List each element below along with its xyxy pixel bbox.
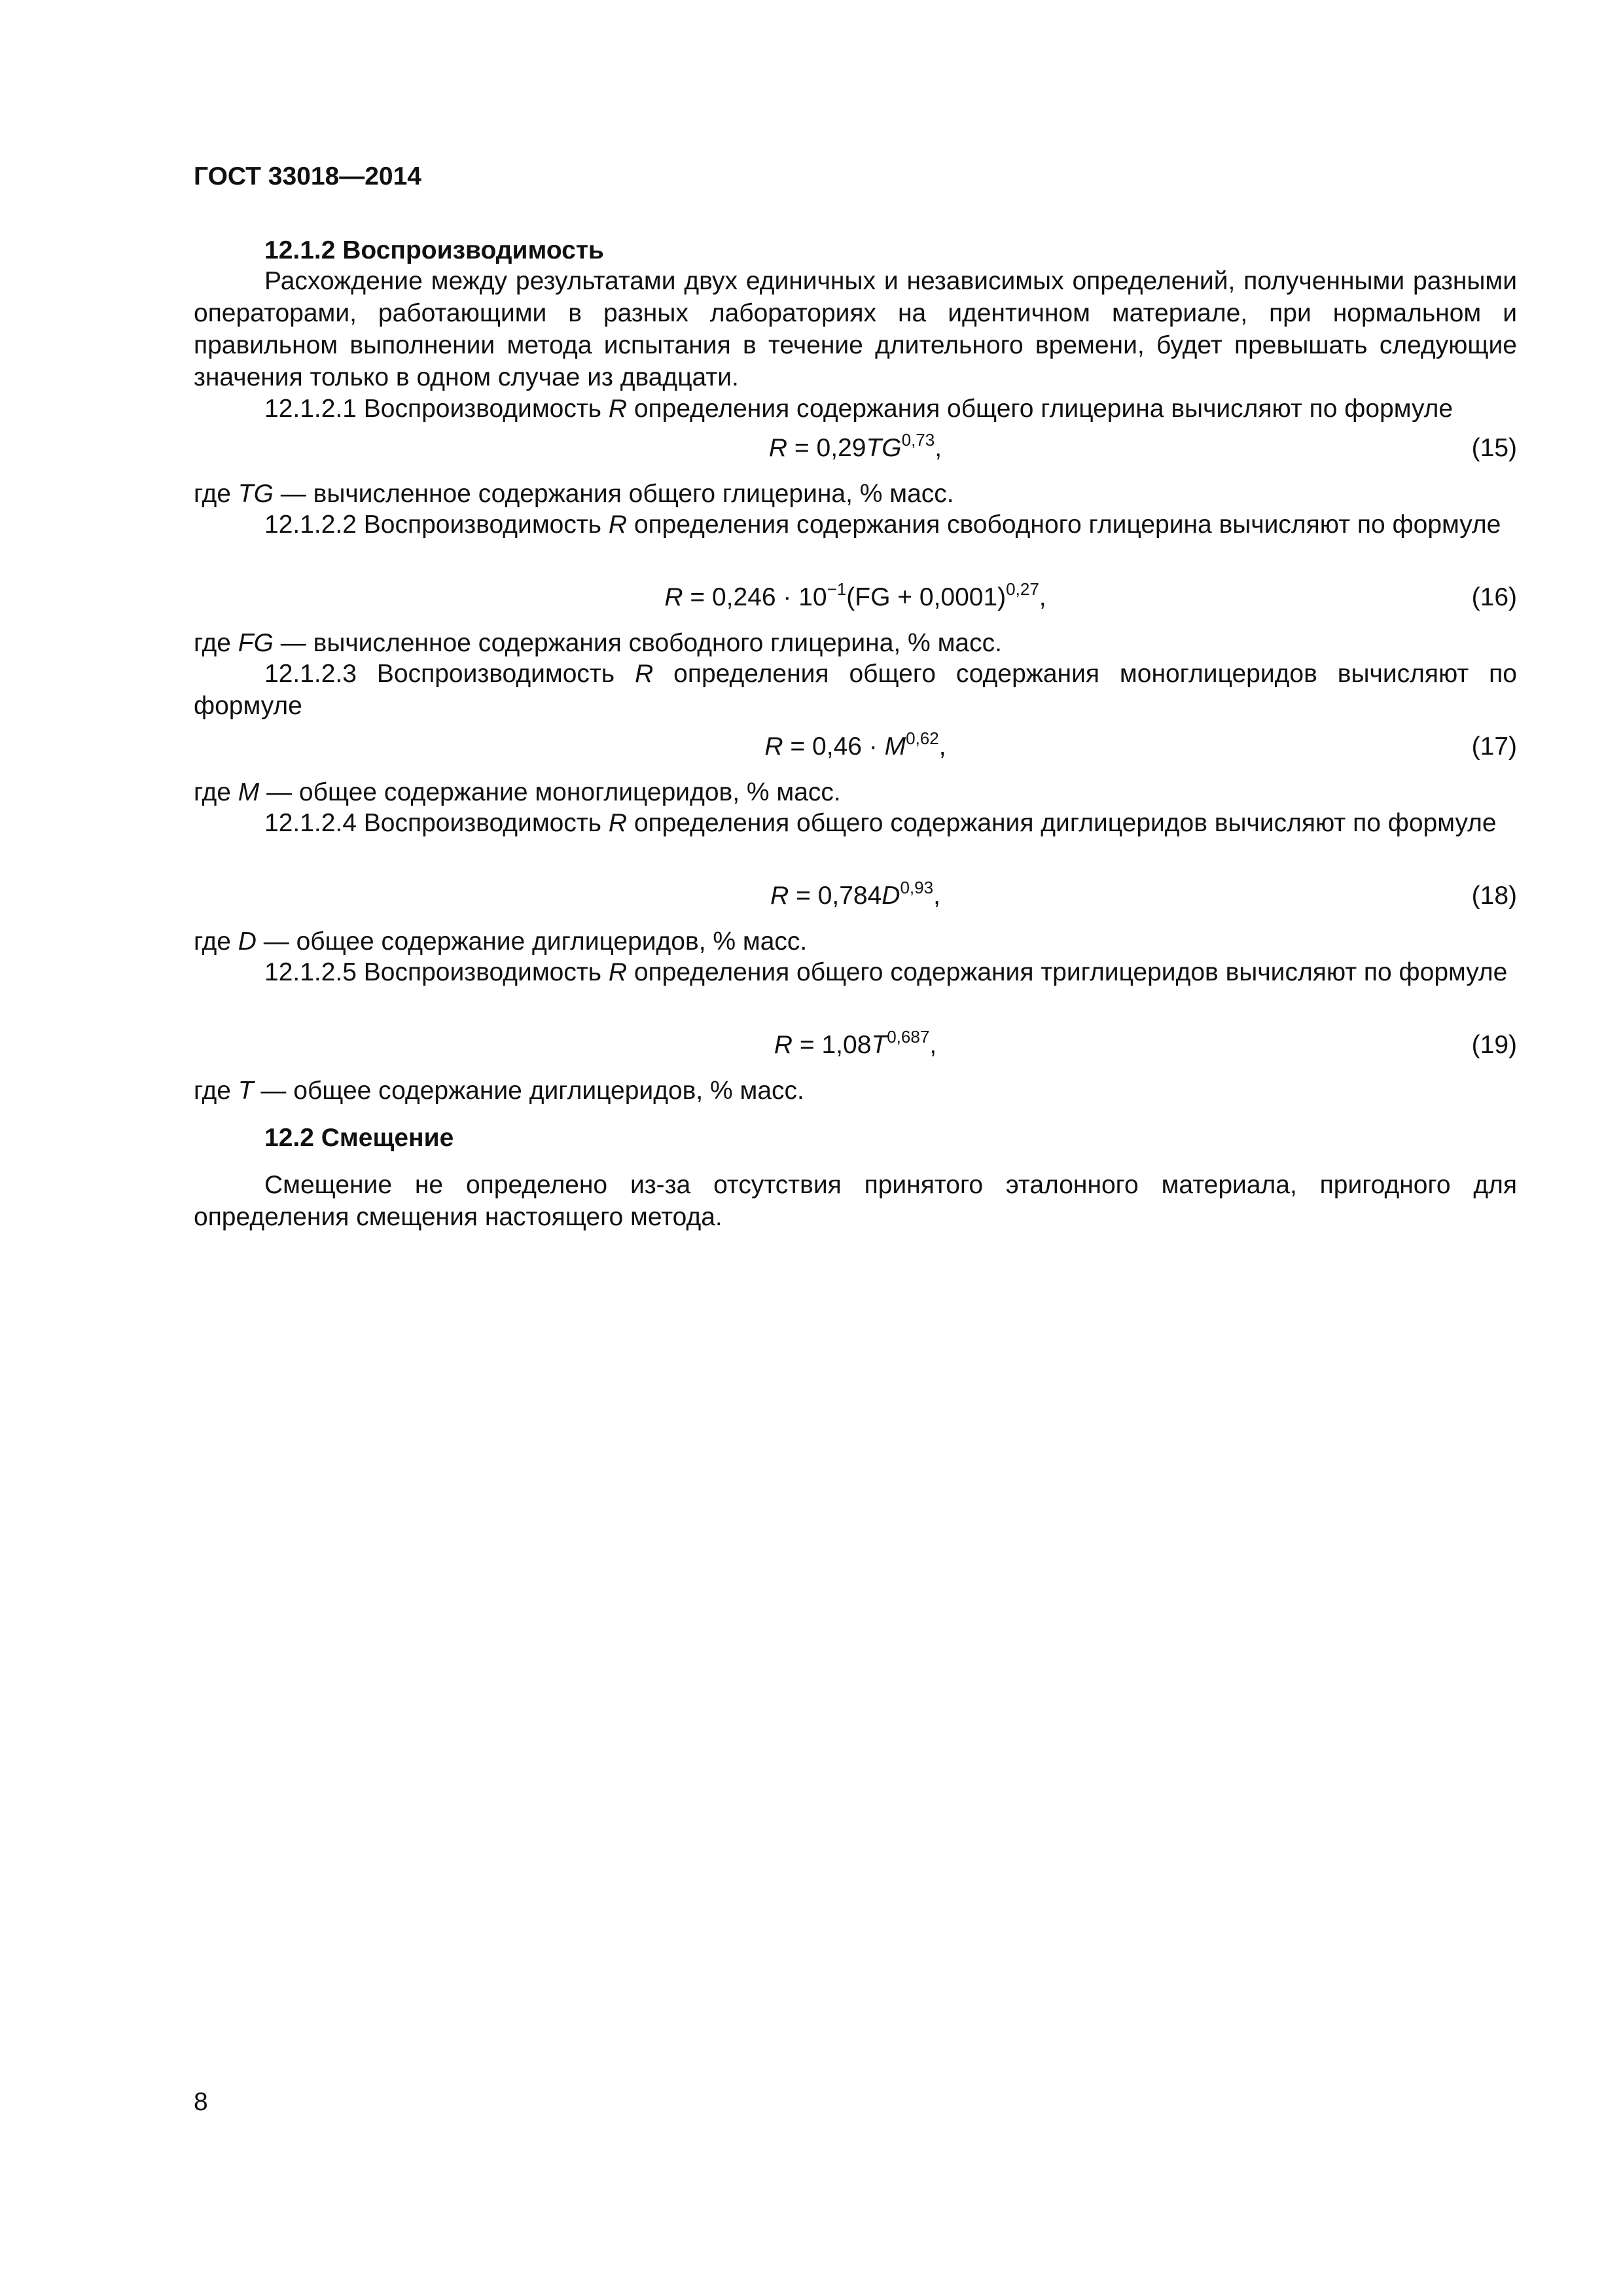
where-clause-t: где T — общее содержание диглицеридов, % масс. [194,1077,804,1105]
bias-text: Смещение не определено из-за отсутствия принятого эталонного материала, пригодного для определения смещения настоящего метода. [194,1171,1517,1231]
equation-number: (19) [1471,1031,1517,1059]
where-clause-tg: где TG — вычисленное содержания общего глицерина, % масс. [194,480,954,508]
clause-12-1-2-2: 12.1.2.2 Воспроизводимость R определения содержания свободного глицерина вычисляют по формуле [264,511,1501,539]
section-title-bias: 12.2 Смещение [264,1124,454,1152]
where-clause-m: где M — общее содержание моноглицеридов, % масс. [194,778,841,806]
equation-number: (18) [1471,882,1517,910]
where-clause-fg: где FG — вычисленное содержания свободного глицерина, % масс. [194,629,1002,657]
clause-12-1-2-1: 12.1.2.1 Воспроизводимость R определения содержания общего глицерина вычисляют по формуле [264,395,1454,423]
reproducibility-intro: Расхождение между результатами двух единичных и независимых определений, полученными разными операторами, работающими в разных лабораториях на идентичном материале, при нормальном и правильном выполнении метода испытания в течение длительного времени, будет превышать следующие значения только в одном случае из двадцати. [194,267,1517,391]
page-number: 8 [194,2088,208,2116]
equation-18: $R = 0,784D^{0,93}$, (18) [194,880,1517,912]
clause-12-1-2-5: 12.1.2.5 Воспроизводимость R определения общего содержания триглицеридов вычисляют по формуле [264,958,1508,986]
section-title-reproducibility: 12.1.2 Воспроизводимость [264,236,604,264]
equation-number: (16) [1471,583,1517,611]
equation-number: (15) [1471,434,1517,462]
equation-15: R = 0,29TG$^{0,73}$, (15) [194,432,1517,464]
equation-number: (17) [1471,732,1517,761]
clause-12-1-2-3: 12.1.2.3 Воспроизводимость R определения общего содержания моноглицеридов вычисляют по формуле [194,660,1517,720]
equation-19: $R = 1,08T^{0,687}$, (19) [194,1029,1517,1061]
document-header: ГОСТ 33018—2014 [194,162,421,190]
equation-16: $R = 0,246 \cdot 10^{-1}(FG + 0,0001)^{0,27}$, (16) [194,581,1517,613]
equation-17: R = 0,46 · M$^{0,62}$, (17) [194,730,1517,762]
clause-12-1-2-4: 12.1.2.4 Воспроизводимость R определения общего содержания диглицеридов вычисляют по формуле [264,809,1497,837]
where-clause-d: где D — общее содержание диглицеридов, % масс. [194,927,808,956]
